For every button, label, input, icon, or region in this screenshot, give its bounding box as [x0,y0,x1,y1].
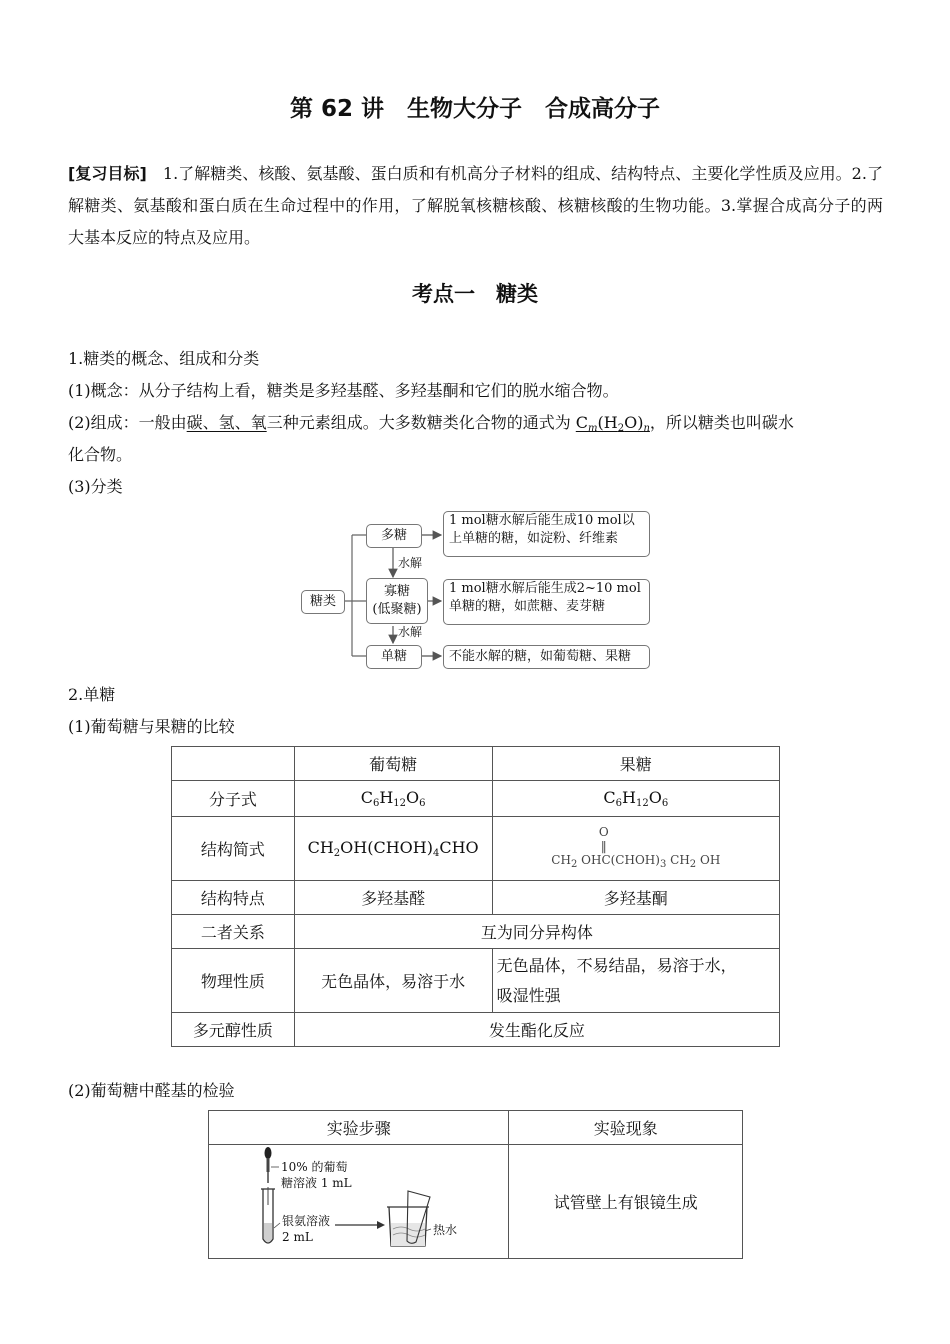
s2-heading: 2.单糖 [68,685,116,704]
oligo-desc-line1: 1 mol糖水解后能生成2~10 mol [449,581,641,596]
lab-label-1: 10% 的葡萄 [281,1160,348,1174]
fructose-physical [492,949,779,1013]
poly-desc-line1: 1 mol糖水解后能生成10 mol以 [449,513,635,528]
glucose-struct: $CH_2OH(CHOH)_4CHO$ [294,817,492,881]
relation: 互为同分异构体 [294,915,779,949]
header-cell: 果糖 [492,747,779,781]
comp-pre: (2)组成：一般由 [68,413,187,432]
diagram-root: 糖类 [301,590,345,614]
section-title: 考点一 糖类 [412,282,538,306]
table-row [172,1013,780,1047]
lab-label-3: 银氨溶液 [282,1214,331,1228]
lab-label-2: 糖溶液 1 mL [281,1176,352,1190]
comp-post: ，所以糖类也叫碳水 [649,413,794,432]
row-label: 二者关系 [172,915,295,949]
formula-2: 2 [617,423,625,434]
glucose-fructose-table [171,746,780,1047]
oligo-desc [443,579,650,625]
fructose-feature: 多羟基酮 [492,881,779,915]
formula-h: (H [597,413,618,432]
poly-desc-line2: 上单糖的糖，如淀粉、纤维素 [449,531,619,546]
formula-o: O) [624,413,644,432]
aldehyde-test-table [208,1110,743,1259]
s2-aldehyde-test: (2)葡萄糖中醛基的检验 [68,1081,235,1100]
glucose-solution-label [281,1159,352,1191]
row-label: 分子式 [172,781,295,817]
table-row [172,881,780,915]
s1-heading: 1.糖类的概念、组成和分类 [68,349,260,368]
header-cell: 实验步骤 [209,1111,509,1145]
glucose-physical: 无色晶体，易溶于水 [294,949,492,1013]
s2-compare: (1)葡萄糖与果糖的比较 [68,717,235,736]
header-cell: 葡萄糖 [294,747,492,781]
poly-desc [443,511,650,557]
fructose-bond: ‖ [600,839,607,853]
silver-ammonia-label [282,1213,330,1245]
fructose-physical-line2: 吸湿性强 [496,985,561,1005]
s1-concept: (1)概念：从分子结构上看，糖类是多羟基醛、多羟基酮和它们的脱水缩合物。 [68,381,619,400]
review-goals [68,158,883,254]
s1-composition [68,408,883,444]
formula-n: n [643,423,650,434]
table-row [209,1111,743,1145]
table-row [209,1145,743,1259]
polyol: 发生酯化反应 [294,1013,779,1047]
row-label: 物理性质 [172,949,295,1013]
s1-composition-line2: 化合物。 [68,445,133,464]
fructose-formula: $C_6H_{12}O_6$ [492,781,779,817]
diagram-oligo [366,578,428,624]
page-title: 第 62 讲 生物大分子 合成高分子 [289,96,661,122]
diagram-mono: 单糖 [366,645,422,669]
table-row [172,915,780,949]
table-row [172,817,780,881]
lab-label-4: 2 mL [282,1230,313,1244]
comp-mid: 三种元素组成。大多数糖类化合物的通式为 [266,413,576,432]
row-label: 结构特点 [172,881,295,915]
table-row [172,949,780,1013]
general-formula [576,413,650,432]
phenomenon: 试管壁上有银镜生成 [509,1145,743,1259]
fructose-struct [492,817,779,881]
review-goals-label: [复习目标] [68,164,147,183]
hot-water-label: 热水 [433,1223,458,1237]
experiment-step-cell [209,1145,509,1259]
fructose-o: O [598,825,609,839]
review-goals-text: 1.了解糖类、核酸、氨基酸、蛋白质和有机高分子材料的组成、结构特点、主要化学性质及应用。2.了解糖类、氨基酸和蛋白质在生命过程中的作用，了解脱氧核糖核酸、核糖核酸的生物功能。3.掌握合成高分子的两大基本反应的特点及应用。 [68,164,883,247]
oligo-line1: 寡糖 [383,584,410,599]
hydrolysis-label-1: 水解 [398,556,423,570]
oligo-desc-line2: 单糖的糖，如蔗糖、麦芽糖 [449,599,606,614]
row-label: 结构简式 [172,817,295,881]
mono-desc: 不能水解的糖，如葡萄糖、果糖 [443,645,650,669]
lab-apparatus-illustration [209,1145,508,1257]
oligo-line2: (低聚糖) [372,602,422,617]
table-row [172,747,780,781]
table-row [172,781,780,817]
fructose-physical-line1: 无色晶体，不易结晶，易溶于水， [496,955,737,975]
fructose-chain: $CH_2$ $OHC(CHOH)_3$ $CH_2$ OH [551,853,721,870]
header-cell [172,747,295,781]
formula-m: m [588,423,598,434]
hydrolysis-label-2: 水解 [398,625,423,639]
glucose-feature: 多羟基醛 [294,881,492,915]
diagram-poly: 多糖 [366,524,422,548]
formula-c: C [575,413,589,432]
glucose-formula: $C_6H_{12}O_6$ [294,781,492,817]
row-label: 多元醇性质 [172,1013,295,1047]
comp-elements: 碳、氢、氧 [186,413,267,432]
s1-classify: (3)分类 [68,477,123,496]
sugar-classification-diagram [300,510,655,672]
header-cell: 实验现象 [509,1111,743,1145]
